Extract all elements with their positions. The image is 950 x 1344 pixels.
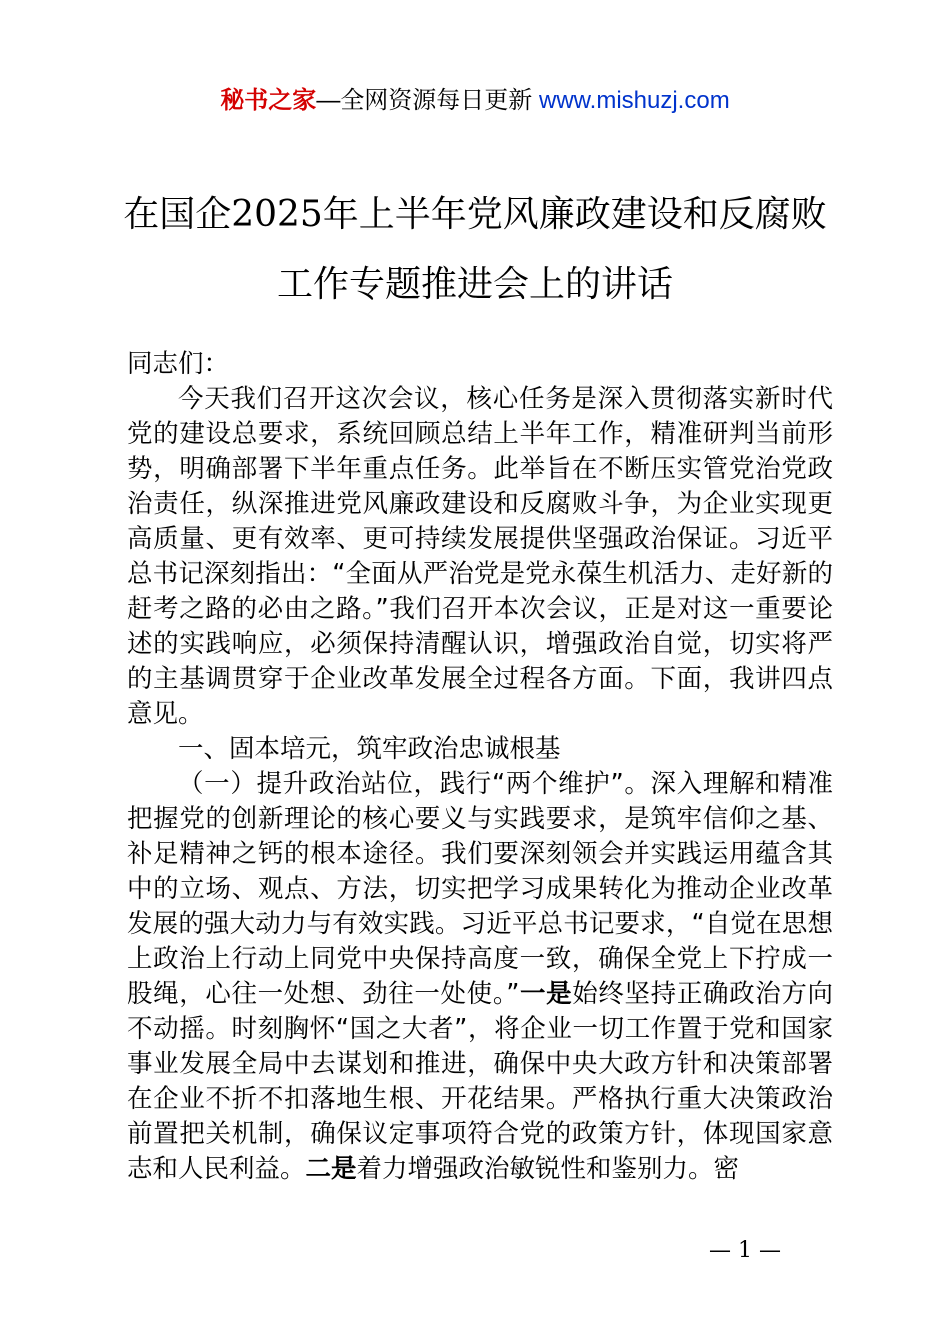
document-title-line-2: 工作专题推进会上的讲话 <box>276 264 673 305</box>
page-number: — 1 — <box>709 1238 781 1263</box>
salutation: 同志们： <box>127 349 230 379</box>
header-tagline: —全网资源每日更新 <box>316 87 539 114</box>
document-body <box>127 347 833 1187</box>
section-heading-1: 一、固本培元，筑牢政治忠诚根基 <box>178 734 561 764</box>
point-marker-1: 一是 <box>519 979 573 1009</box>
paragraph-text: （一）提升政治站位，践行“两个维护”。深入理解和精准把握党的创新理论的核心要义与实践要求，是筑牢信仰之基、补足精神之钙的根本途径。我们要深刻领会并实践运用蕴含其中的立场、观点、方法，切实把学习成果转化为推动企业改革发展的强大动力与有效实践。习近平总书记要求，“自觉在思想上政治上行动上同党中央保持高度一致，确保全党上下拧成一股绳，心往一处想、劲往一处使。” <box>127 769 833 1009</box>
paragraph-text: 始终坚持正确政治方向不动摇。时刻胸怀“国之大者”，将企业一切工作置于党和国家事业发展全局中去谋划和推进，确保中央大政方针和决策部署在企业不折不扣落地生根、开花结果。严格执行重大决策政治前置把关机制，确保议定事项符合党的政策方针，体现国家意志和人民利益。 <box>127 979 833 1184</box>
brand-name: 秘书之家 <box>220 87 317 114</box>
site-header <box>0 80 950 115</box>
document-title-line-1: 在国企2025年上半年党风廉政建设和反腐败 <box>123 194 827 235</box>
point-marker-2: 二是 <box>305 1154 357 1184</box>
paragraph-text: 着力增强政治敏锐性和鉴别力。密 <box>356 1154 740 1184</box>
intro-paragraph: 今天我们召开这次会议，核心任务是深入贯彻落实新时代党的建设总要求，系统回顾总结上半年工作，精准研判当前形势，明确部署下半年重点任务。此举旨在不断压实管党治党政治责任，纵深推进党风廉政建设和反腐败斗争，为企业实现更高质量、更有效率、更可持续发展提供坚强政治保证。习近平总书记深刻指出：“全面从严治党是党永葆生机活力、走好新的赶考之路的必由之路。”我们召开本次会议，正是对这一重要论述的实践响应，必须保持清醒认识，增强政治自觉，切实将严的主基调贯穿于企业改革发展全过程各方面。下面，我讲四点意见。 <box>127 384 833 729</box>
subsection-paragraph-1 <box>127 767 833 1187</box>
site-url-link[interactable]: www.mishuzj.com <box>538 87 730 114</box>
